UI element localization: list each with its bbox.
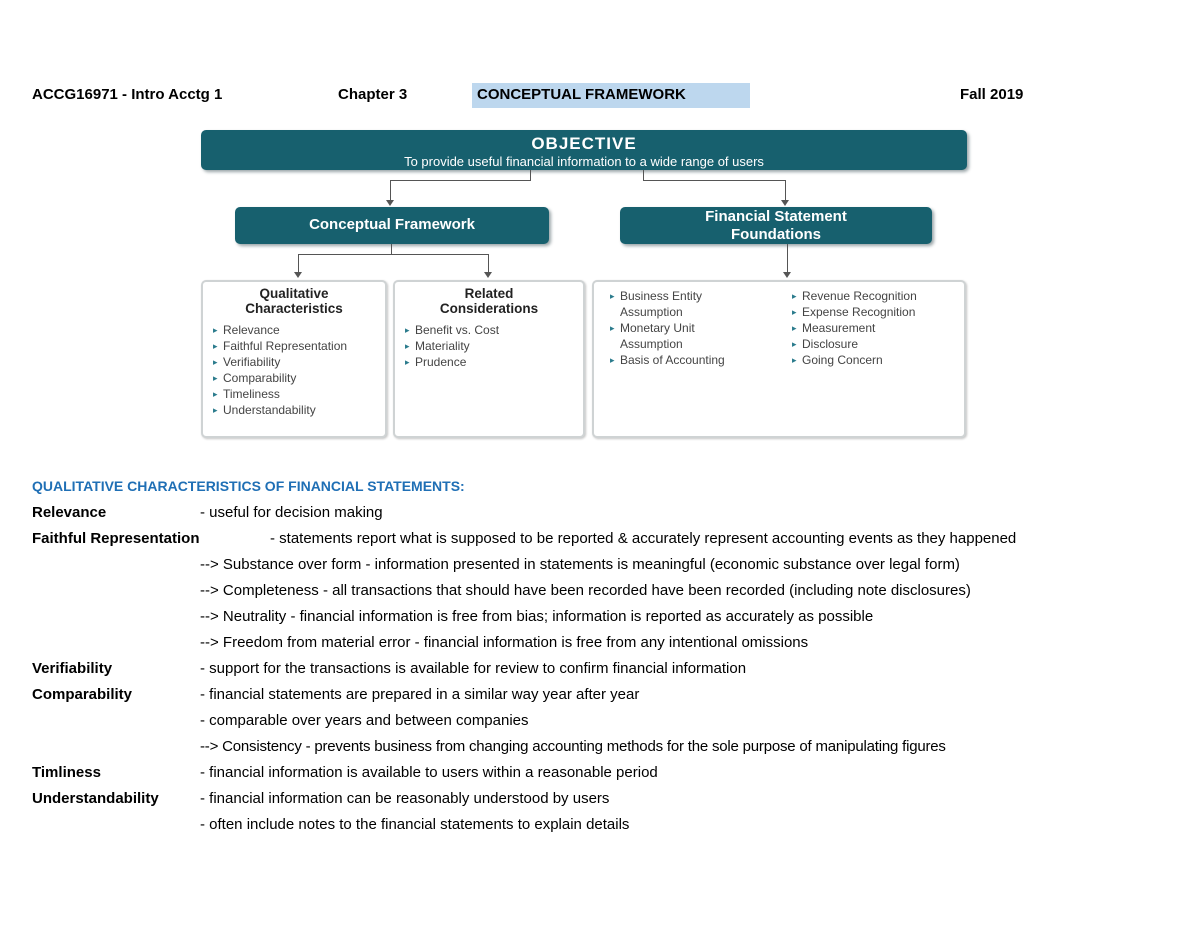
fs-foundations-title: Financial Statement Foundations xyxy=(705,208,847,243)
note-desc: - support for the transactions is available for review to confirm financial information xyxy=(200,660,747,677)
list-item: ▸ Revenue Recognition xyxy=(792,288,942,304)
note-term: Faithful Representation xyxy=(32,530,200,547)
chapter-label: Chapter 3 xyxy=(338,86,408,103)
qualitative-list xyxy=(213,322,385,418)
note-desc: - often include notes to the financial statements to explain details xyxy=(200,816,630,833)
note-desc: --> Neutrality - financial information is free from bias; information is reported as accurately as possible xyxy=(200,608,874,625)
note-desc: - financial statements are prepared in a similar way year after year xyxy=(200,686,640,703)
list-item: ▸ Prudence xyxy=(405,354,583,370)
note-desc: --> Completeness - all transactions that should have been recorded have been recorded (including note disclosures) xyxy=(200,582,971,599)
section-title: QUALITATIVE CHARACTERISTICS OF FINANCIAL STATEMENTS: xyxy=(32,478,465,494)
course-title: ACCG16971 - Intro Acctg 1 xyxy=(32,86,223,103)
objective-subtitle: To provide useful financial information to a wide range of users xyxy=(404,154,764,169)
connector xyxy=(785,180,786,200)
list-item: ▸ Relevance xyxy=(213,322,385,338)
connector xyxy=(298,254,299,272)
connector xyxy=(390,180,531,181)
note-term: Comparability xyxy=(32,686,133,703)
note-term: Timliness xyxy=(32,764,101,781)
note-desc: --> Substance over form - information presented in statements is meaningful (economic substance over legal form) xyxy=(200,556,960,573)
foundations-panel xyxy=(592,280,966,438)
foundations-right-list xyxy=(792,288,942,368)
conceptual-framework-box xyxy=(235,207,549,244)
related-panel xyxy=(393,280,585,438)
note-desc: - useful for decision making xyxy=(200,504,383,521)
connector xyxy=(390,180,391,200)
connector xyxy=(298,254,489,255)
objective-box xyxy=(201,130,967,170)
connector xyxy=(530,170,531,180)
note-desc: --> Consistency - prevents business from changing accounting methods for the sole purpose of manipulating figures xyxy=(200,738,946,755)
arrow-icon xyxy=(781,200,789,206)
topic-label: CONCEPTUAL FRAMEWORK xyxy=(477,86,686,103)
related-list xyxy=(405,322,583,370)
arrow-icon xyxy=(386,200,394,206)
term-label: Fall 2019 xyxy=(960,86,1024,103)
list-item: ▸ Expense Recognition xyxy=(792,304,942,320)
conceptual-framework-title: Conceptual Framework xyxy=(309,216,475,233)
list-item: ▸ Going Concern xyxy=(792,352,942,368)
list-item: ▸ Verifiability xyxy=(213,354,385,370)
objective-title: OBJECTIVE xyxy=(531,134,637,153)
connector xyxy=(391,244,392,254)
list-item: ▸ Timeliness xyxy=(213,386,385,402)
fs-foundations-box xyxy=(620,207,932,244)
list-item: ▸ Materiality xyxy=(405,338,583,354)
list-item: ▸ Comparability xyxy=(213,370,385,386)
list-item: ▸ Faithful Representation xyxy=(213,338,363,354)
note-desc: --> Freedom from material error - financial information is free from any intentional omissions xyxy=(200,634,809,651)
list-item: ▸ Measurement xyxy=(792,320,942,336)
note-desc: - financial information can be reasonably understood by users xyxy=(200,790,610,807)
arrow-icon xyxy=(294,272,302,278)
note-term: Understandability xyxy=(32,790,159,807)
list-item: ▸ Understandability xyxy=(213,402,385,418)
list-item: ▸ Business Entity Assumption xyxy=(610,288,760,320)
note-desc: - financial information is available to users within a reasonable period xyxy=(200,764,658,781)
qualitative-title: Qualitative Characteristics xyxy=(245,286,343,316)
list-item: ▸ Disclosure xyxy=(792,336,942,352)
connector xyxy=(643,170,644,180)
connector xyxy=(643,180,786,181)
list-item: ▸ Monetary Unit Assumption xyxy=(610,320,760,352)
arrow-icon xyxy=(783,272,791,278)
arrow-icon xyxy=(484,272,492,278)
list-item: ▸ Basis of Accounting xyxy=(610,352,760,368)
note-term: Verifiability xyxy=(32,660,113,677)
foundations-left-list xyxy=(610,288,760,368)
related-title: Related Considerations xyxy=(439,286,539,316)
conceptual-framework-diagram xyxy=(195,125,975,445)
list-item: ▸ Benefit vs. Cost xyxy=(405,322,583,338)
connector xyxy=(488,254,489,272)
note-desc: - comparable over years and between companies xyxy=(200,712,529,729)
note-desc: - statements report what is supposed to be reported & accurately represent accounting events as they happened xyxy=(270,530,1017,547)
note-term: Relevance xyxy=(32,504,107,521)
connector xyxy=(787,244,788,272)
qualitative-panel xyxy=(201,280,387,438)
